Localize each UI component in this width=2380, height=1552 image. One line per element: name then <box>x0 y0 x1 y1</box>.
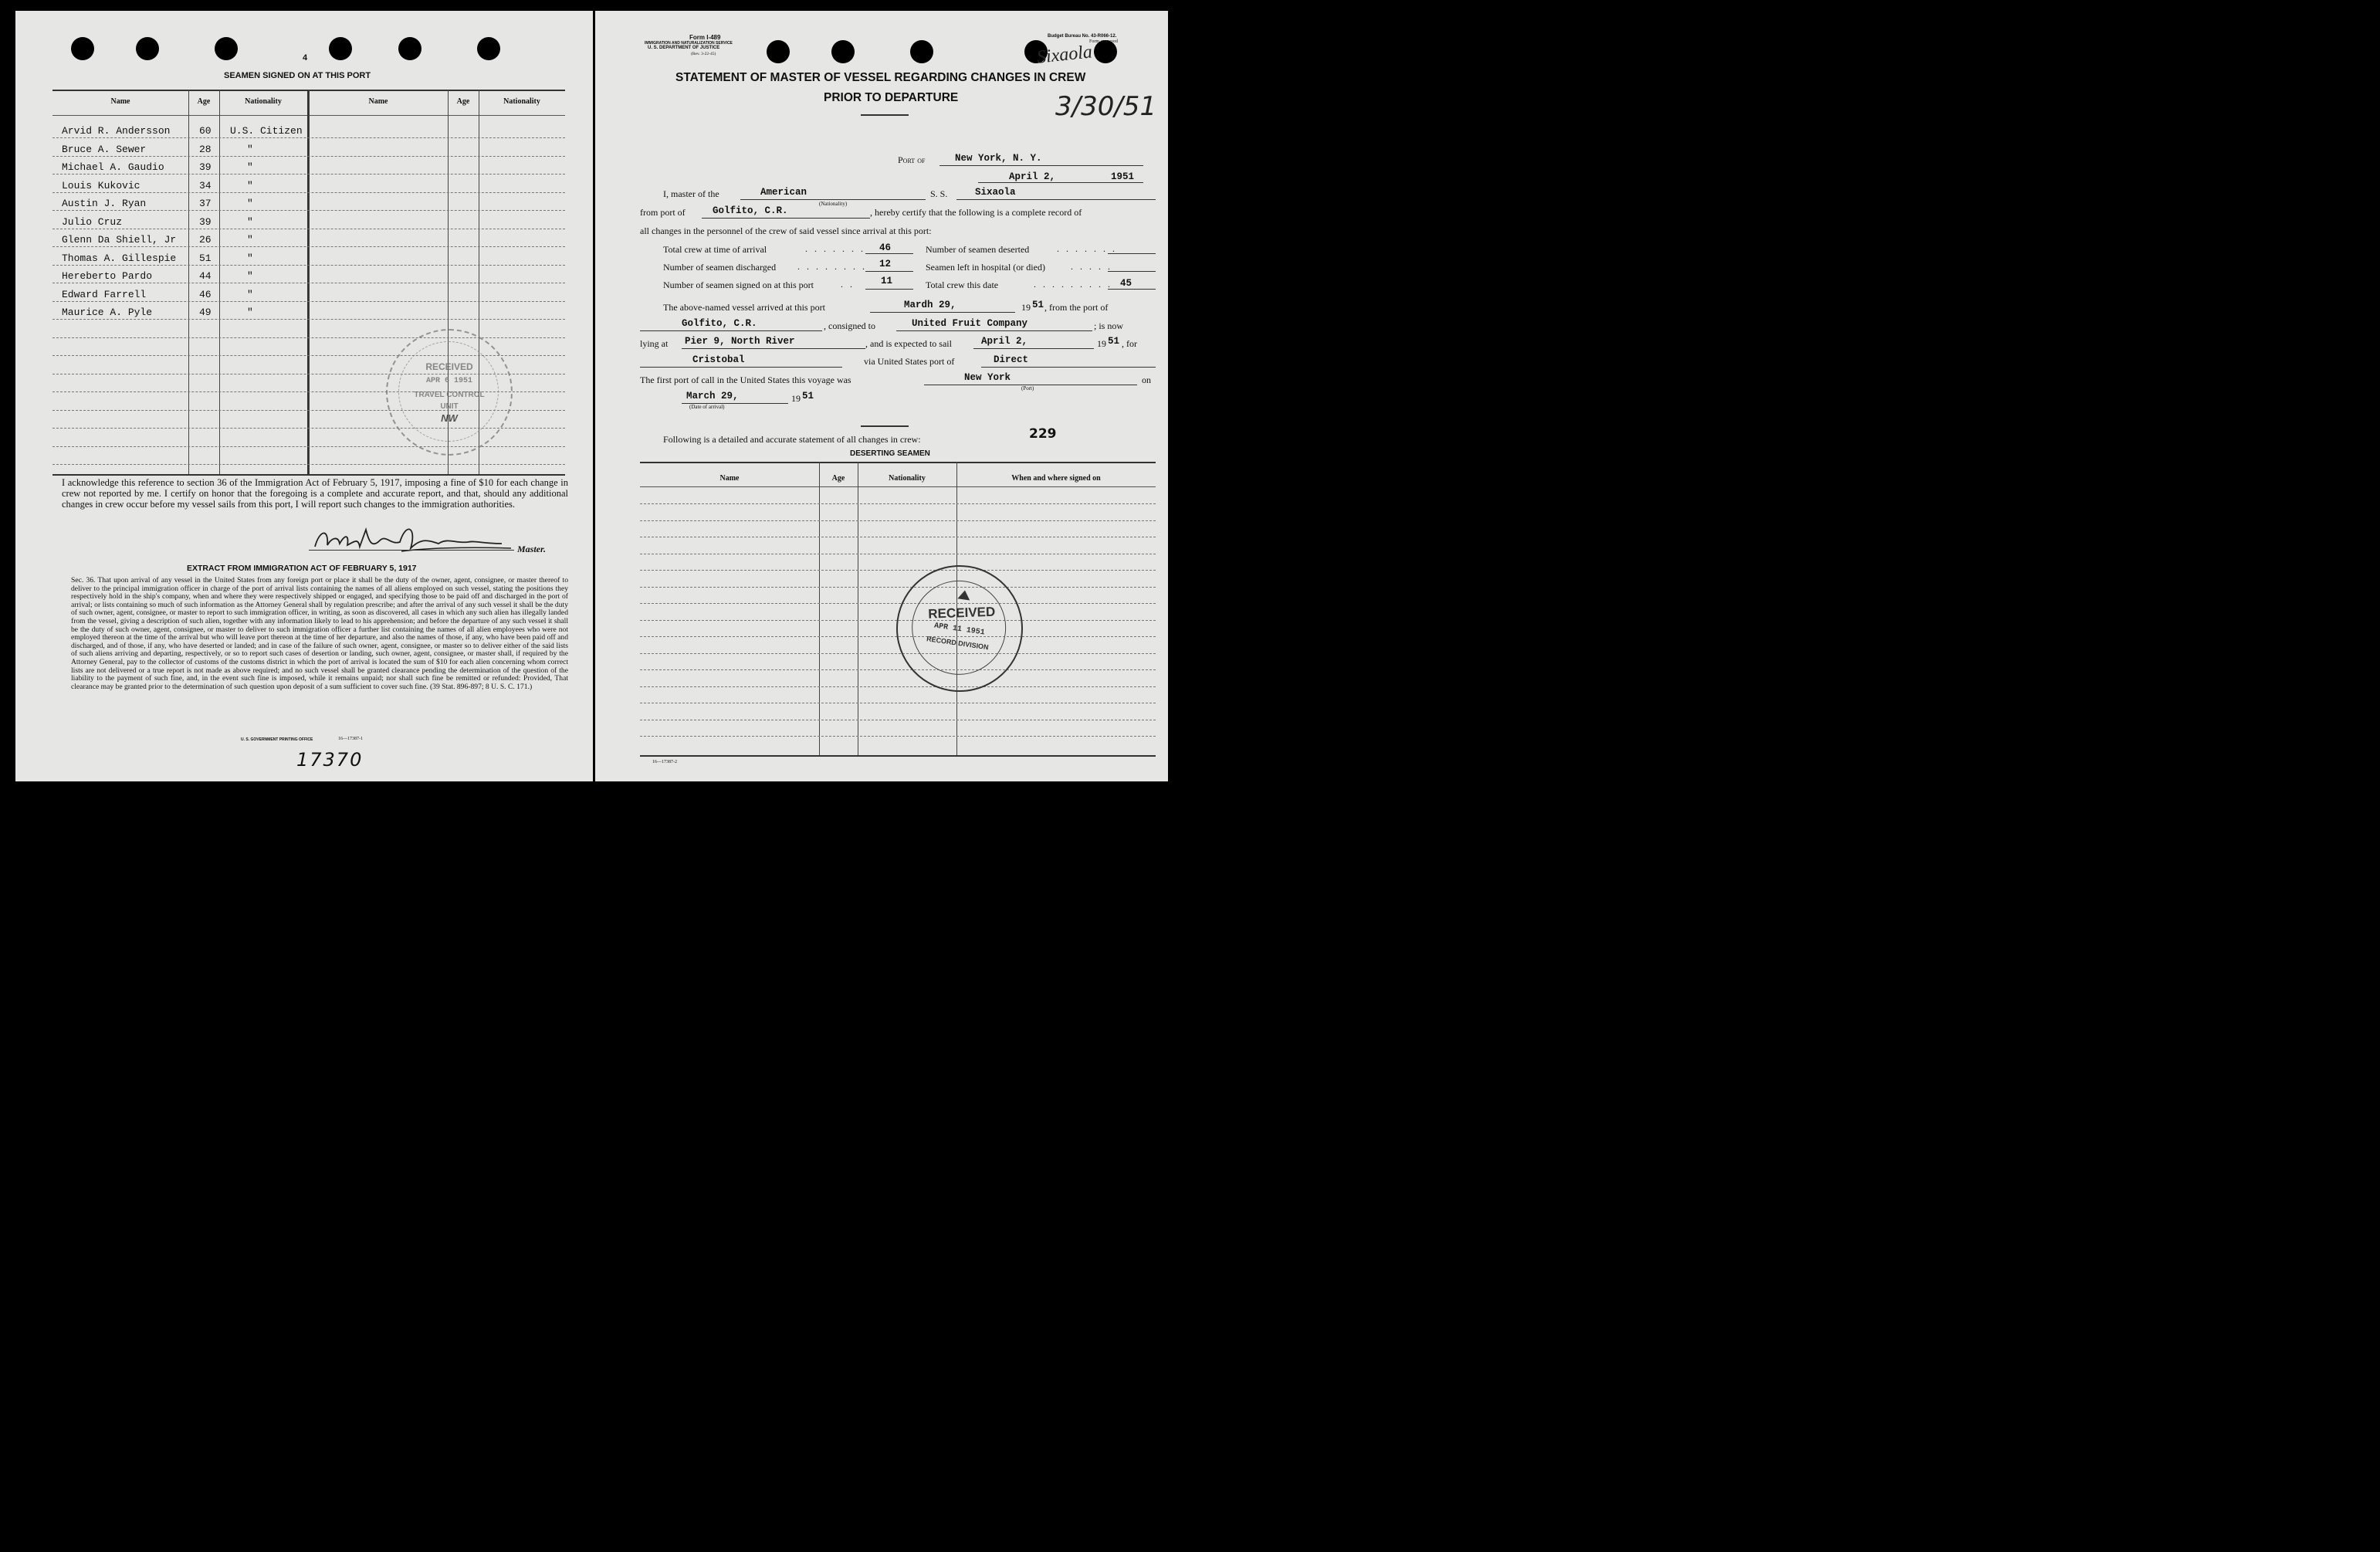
row-rule <box>640 669 1156 670</box>
stamp-text: RECEIVED <box>927 604 996 622</box>
travel-control-stamp <box>386 329 513 456</box>
stat-label: Seamen left in hospital (or died) <box>926 262 1045 273</box>
first-arrival-date: March 29, <box>686 391 739 402</box>
ss-label: S. S. <box>930 188 948 199</box>
row-age: 39 <box>199 161 212 173</box>
date-of-arrival-caption: (Date of arrival) <box>689 404 725 410</box>
from-port-of-label: , from the port of <box>1044 302 1109 313</box>
form-number: Form I-489 <box>689 34 721 41</box>
stat-label: Number of seamen deserted <box>926 244 1030 255</box>
agency-line: U. S. DEPARTMENT OF JUSTICE <box>648 46 720 50</box>
fill-line <box>956 199 1156 200</box>
fill-line <box>978 182 1143 183</box>
row-age: 60 <box>199 125 212 137</box>
fill-line <box>981 367 1156 368</box>
fill-line <box>973 348 1094 349</box>
punch-hole <box>767 40 790 63</box>
first-port: New York <box>964 372 1011 383</box>
row-rule <box>52 156 565 157</box>
master-signature <box>309 514 517 561</box>
column-header-age: Age <box>831 474 845 483</box>
row-age: 44 <box>199 270 212 282</box>
stamp-text: RECORD DIVISION <box>926 635 990 652</box>
row-rule <box>640 520 1156 521</box>
fill-line <box>1108 289 1156 290</box>
via-port: Direct <box>994 354 1029 365</box>
row-nationality: " <box>247 179 253 191</box>
fill-line <box>865 271 913 272</box>
row-name: Louis Kukovic <box>62 179 140 191</box>
row-name: Edward Farrell <box>62 288 147 300</box>
row-nationality: " <box>247 198 253 209</box>
date-year: 1951 <box>1111 171 1135 182</box>
stamp-text: APR 6 1951 <box>425 377 472 385</box>
sail-year: 51 <box>1108 336 1120 347</box>
row-age: 39 <box>199 215 212 228</box>
row-name: Arvid R. Andersson <box>62 125 171 137</box>
stat-label: Number of seamen discharged <box>663 262 777 273</box>
column-divider <box>819 462 820 755</box>
fill-line <box>682 348 865 349</box>
date-value: April 2, <box>1009 171 1056 182</box>
ship-name: Sixaola <box>975 187 1016 198</box>
row-nationality: " <box>247 270 253 282</box>
stat-label: Number of seamen signed on at this port <box>663 280 814 290</box>
print-code: 16—17387-2 <box>652 760 677 764</box>
fill-line <box>740 199 926 200</box>
for-label: , for <box>1122 338 1137 349</box>
destination: Cristobal <box>692 354 745 365</box>
punch-hole <box>136 37 159 60</box>
fill-line <box>1108 253 1156 254</box>
all-changes-text: all changes in the personnel of the crew of said vessel since arrival at this port: <box>640 225 932 236</box>
punch-hole <box>477 37 500 60</box>
row-rule <box>52 319 565 320</box>
extract-text: Sec. 36. That upon arrival of any vessel in the United States from any foreign port or place it shall be the duty of the owner, agent, consignee, or master thereof to deliver to the principal immigration officer in charge of the port of arrival lists containing the names of all aliens employed on such vessel, stating the positions they respectively hold in the ship's company, when and where they were respectively shipped or engaged, and specifying those to be paid off and discharged in the port of arrival; or lists containing so much of such information as the Attorney General shall by regulation prescribe; and after the arrival of any such vessel it shall be the duty of such owner, agent, consignee, or master to report to such immigration officer, in writing, as soon as discovered, all cases in which any such alien has illegally landed from the vessel, giving a description of such alien, together with any information likely to lead to his apprehension; and before the departure of any such vessel it shall be the duty of such owner, agent, consignee, or master to deliver to such immigration officer a further list containing the names of all alien employees who were not employed thereon at the time of the arrival but who will leave port thereon at the time of her departure, and also the names of those, if any, who have been paid off and discharged, and of those, if any, who have deserted or landed; and in case of the failure of such owner, agent, consignee, or master so to deliver either of the said lists of such aliens arriving and departing, respectively, or so to report such cases of desertion or landing, such owner, agent, consignee, or master shall, if required by the Attorney General, pay to the collector of customs of the customs district in which the port of arrival is located the sum of $10 for each alien concerning whom correct lists are not delivered or a true report is not made as above required; and no such vessel shall be granted clearance pending the determination of the question of the liability to the payment of such fine, and, in the event such fine is imposed, while it remains unpaid; nor shall such fine be remitted or refunded: Provided, That clearance may be granted prior to the determination of such question upon deposit of a sum sufficient to cover such fine. (39 Stat. 896-897; 8 U. S. C. 171.) <box>71 576 568 691</box>
agency-line: IMMIGRATION AND NATURALIZATION SERVICE <box>645 41 733 46</box>
column-header-name: Name <box>110 97 130 106</box>
stat-value: 11 <box>881 276 893 286</box>
row-age: 34 <box>199 179 212 191</box>
column-header-name: Name <box>719 474 740 483</box>
row-rule <box>52 246 565 247</box>
handwritten-number: 17370 <box>296 749 364 771</box>
row-nationality: U.S. Citizen <box>230 125 303 137</box>
row-nationality: " <box>247 307 253 318</box>
stamp-text: TRAVEL CONTROL <box>414 391 485 399</box>
column-header-age: Age <box>197 97 211 106</box>
record-division-stamp <box>888 557 1031 700</box>
arrived-date: Mardh 29, <box>904 300 956 310</box>
row-name: Michael A. Gaudio <box>62 161 164 173</box>
row-nationality: " <box>247 215 253 228</box>
row-rule <box>640 653 1156 654</box>
row-rule <box>640 686 1156 687</box>
right-page: Form I-489 IMMIGRATION AND NATURALIZATION SERVICE U. S. DEPARTMENT OF JUSTICE (Rev. 3-22-45) Budget Bureau No. 43-R066-12. Form approved Sixaola 3/30/51 STATEMENT OF MASTER OF VESSEL REGARDING CHANGES IN CREW PRIOR TO DEPARTURE Port of New York, N. Y. April 2, 1951 I, master of the American (Nationality) S. S. Sixaola from port of Golfito, C.R. , hereby certify that the following is a complete record of all changes in the personnel of the crew of said vessel since arrival at this port: Total crew at time of arrival . . . . . . . 46 Number of seamen deserted . . . . . . . Number of seamen discharged . . . . . . . . 12 Seamen left in hospital (or died) . . . . . Number of seamen signed on at this port . . 11 Total crew this date . . . . . . . . . 45 The above-named vessel arrived at this port Mardh 29, 19 51 , from the port of Golfito, C.R. , consigned to United Fruit Company ; is now lying at Pier 9, North River , and is expected to sail April 2, 19 51 , for Cristobal via United States port of Direct The first port of call in the United States this voyage was New York (Port) on March 29, (Date of arrival) 19 51 Following is a detailed and accurate statement of all changes in crew: 229 DESERTING SEAMEN Name Age Nationality When and where signed on 16—17387-2 RECEIVED APR 11 1951 RECORD DIVISION <box>595 11 1168 781</box>
stamp-initials: NW <box>441 412 458 424</box>
column-header-nationality: Nationality <box>889 474 926 483</box>
acknowledgment-text: I acknowledge this reference to section 36 of the Immigration Act of February 5, 1917, imposing a fine of $10 for each change in crew not reported by me. I certify on honor that the foregoing is a complete and accurate report, and that, should any additional changes in crew occur before my vessel sails from this port, I will report such changes to the immigration authorities. <box>62 477 568 510</box>
from-port-label: from port of <box>640 207 686 218</box>
column-divider <box>188 90 189 474</box>
row-rule <box>52 137 565 138</box>
from-port-value: Golfito, C.R. <box>713 205 788 216</box>
following-text: Following is a detailed and accurate statement of all changes in crew: <box>663 434 921 445</box>
stat-label: Total crew at time of arrival <box>663 244 767 255</box>
deserting-header-rule <box>640 486 1156 487</box>
row-rule <box>52 265 565 266</box>
arrived-year-prefix: 19 <box>1021 302 1031 313</box>
page-number: 4 <box>303 53 308 63</box>
arrived-label: The above-named vessel arrived at this port <box>663 302 825 313</box>
first-port-label: The first port of call in the United States this voyage was <box>640 374 851 385</box>
column-header-name: Name <box>368 97 388 106</box>
consignee: United Fruit Company <box>912 318 1028 329</box>
column-header-nationality: Nationality <box>245 97 282 106</box>
section-title: SEAMEN SIGNED ON AT THIS PORT <box>224 71 371 80</box>
via-label: via United States port of <box>864 356 955 367</box>
row-nationality: " <box>247 161 253 173</box>
lying-at-value: Pier 9, North River <box>685 336 795 347</box>
port-value: New York, N. Y. <box>955 153 1042 164</box>
first-arrival-year-prefix: 19 <box>791 393 801 404</box>
fill-line <box>939 165 1143 166</box>
stat-value: 46 <box>879 242 892 253</box>
stat-value: 45 <box>1120 278 1132 289</box>
origin-port: Golfito, C.R. <box>682 318 757 329</box>
row-name: Glenn Da Shiell, Jr <box>62 234 177 246</box>
fill-line <box>865 289 913 290</box>
row-name: Hereberto Pardo <box>62 270 153 282</box>
extract-title: EXTRACT FROM IMMIGRATION ACT OF FEBRUARY 5, 1917 <box>187 564 417 573</box>
consigned-label: , consigned to <box>824 320 875 331</box>
column-header-signed-on: When and where signed on <box>1011 474 1101 483</box>
row-nationality: " <box>247 143 253 155</box>
master-of-label: I, master of the <box>663 188 719 199</box>
row-rule <box>52 174 565 175</box>
row-rule <box>52 446 565 447</box>
signature-line <box>309 550 514 551</box>
title-rule <box>861 114 909 116</box>
row-name: Bruce A. Sewer <box>62 143 147 155</box>
lying-at-label: lying at <box>640 338 669 349</box>
stat-label: Total crew this date <box>926 280 999 290</box>
printing-office: U. S. GOVERNMENT PRINTING OFFICE <box>241 737 313 742</box>
master-label: Master. <box>517 544 547 554</box>
arrived-year: 51 <box>1032 300 1044 310</box>
column-divider <box>309 90 310 474</box>
form-title: PRIOR TO DEPARTURE <box>824 91 959 104</box>
fill-line <box>865 253 913 254</box>
scan-background <box>0 0 1210 789</box>
row-name: Julio Cruz <box>62 215 123 228</box>
punch-hole <box>71 37 94 60</box>
column-divider <box>219 90 220 474</box>
fill-line <box>702 218 870 219</box>
punch-hole <box>398 37 421 60</box>
punch-hole <box>831 40 855 63</box>
stat-value: 12 <box>879 259 892 269</box>
row-rule <box>52 464 565 465</box>
sail-date: April 2, <box>981 336 1028 347</box>
arrow-up-icon <box>957 589 971 600</box>
handwritten-ship-name: Sixaola <box>1035 42 1094 68</box>
punch-hole <box>215 37 238 60</box>
row-rule <box>52 192 565 193</box>
certify-text: , hereby certify that the following is a complete record of <box>870 207 1082 218</box>
nationality-caption: (Nationality) <box>819 201 848 207</box>
row-age: 37 <box>199 198 212 209</box>
row-rule <box>52 210 565 211</box>
first-arrival-year: 51 <box>802 391 814 402</box>
column-header-age: Age <box>456 97 470 106</box>
row-name: Thomas A. Gillespie <box>62 252 177 264</box>
row-rule <box>640 503 1156 504</box>
row-rule <box>52 301 565 302</box>
row-age: 49 <box>199 307 212 318</box>
print-code: 16—17387-1 <box>338 737 363 741</box>
budget-bureau: Budget Bureau No. 43-R066-12. <box>1048 34 1117 39</box>
row-rule <box>640 587 1156 588</box>
stamp-text: UNIT <box>440 402 459 411</box>
nationality-value: American <box>760 187 807 198</box>
row-rule <box>640 603 1156 604</box>
row-age: 26 <box>199 234 212 246</box>
row-name: Austin J. Ryan <box>62 198 147 209</box>
left-page <box>15 11 593 781</box>
row-name: Maurice A. Pyle <box>62 307 153 318</box>
row-nationality: " <box>247 234 253 246</box>
fill-line <box>1108 271 1156 272</box>
fill-line <box>896 330 1092 331</box>
stamp-text: APR 11 1951 <box>933 622 986 638</box>
deserting-title: DESERTING SEAMEN <box>850 449 930 458</box>
fill-line <box>640 367 842 368</box>
stamp-text: RECEIVED <box>425 361 473 372</box>
row-age: 51 <box>199 252 212 264</box>
handwritten-229: 229 <box>1029 426 1057 442</box>
row-rule <box>640 570 1156 571</box>
row-age: 28 <box>199 143 212 155</box>
section-rule <box>861 425 909 427</box>
punch-hole <box>329 37 352 60</box>
port-caption: (Port) <box>1021 385 1034 391</box>
row-age: 46 <box>199 288 212 300</box>
deserting-table-bottom-rule <box>640 755 1156 757</box>
row-nationality: " <box>247 252 253 264</box>
column-header-nationality: Nationality <box>503 97 540 106</box>
handwritten-date: 3/30/51 <box>1055 91 1157 122</box>
is-now-label: ; is now <box>1094 320 1124 331</box>
punch-hole <box>910 40 933 63</box>
row-rule <box>640 736 1156 737</box>
sail-year-prefix: 19 <box>1097 338 1106 349</box>
row-nationality: " <box>247 288 253 300</box>
form-title: STATEMENT OF MASTER OF VESSEL REGARDING CHANGES IN CREW <box>675 71 1086 84</box>
form-revision: (Rev. 3-22-45) <box>691 52 716 56</box>
port-label: Port of <box>898 154 926 165</box>
expected-label: , and is expected to sail <box>865 338 952 349</box>
table-bottom-rule <box>52 474 565 476</box>
fill-line <box>870 312 1015 313</box>
fill-line <box>640 330 822 331</box>
on-label: on <box>1142 374 1151 385</box>
form-approved: Form approved <box>1089 39 1118 44</box>
deserting-table-top-rule <box>640 462 1156 463</box>
row-rule <box>52 337 565 338</box>
